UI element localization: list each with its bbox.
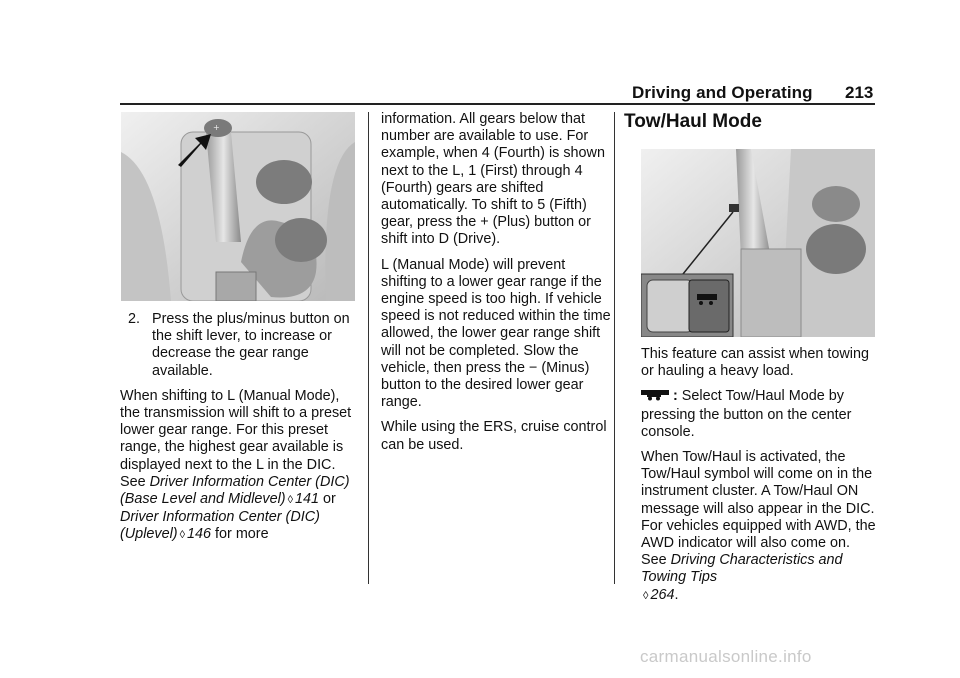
column-divider-1 (368, 112, 369, 584)
dic-uplevel-page-link[interactable]: 146 (187, 526, 212, 543)
towing-tips-page-link[interactable]: 264 (650, 586, 675, 603)
paragraph-text: When Tow/Haul is activated, the Tow/Haul symbol will come on in the instrument cluster. A Tow/Haul ON message will also appear in the DIC. For vehicles equipped with AWD, the AWD indicator will also come on. See (641, 449, 876, 569)
paragraph-text: or (319, 491, 336, 508)
ers-paragraph: While using the ERS, cruise control can be used. (381, 419, 607, 453)
dic-base-page-link[interactable]: 141 (295, 491, 320, 508)
watermark: carmanualsonline.info (640, 647, 812, 666)
column-divider-2 (614, 112, 615, 584)
gears-paragraph: information. All gears below that number are available to use. For example, when 4 (Fourth) is shown next to the L, 1 (First) through 4 (Fourth) gears are shifted automatically. To shift to 5 (Fifth) gear, press the + (Plus) button or shift into D (Drive). (381, 111, 605, 248)
tow-haul-select-text: Select Tow/Haul Mode by pressing the button on the center console. (641, 388, 852, 440)
reference-arrow-icon: ◊ (179, 529, 186, 542)
right-column (641, 346, 877, 613)
reference-arrow-icon: ◊ (643, 589, 649, 602)
left-column (120, 311, 360, 553)
paragraph-text: for more (211, 526, 269, 543)
shift-lever-photo (121, 112, 355, 301)
tow-haul-heading: Tow/Haul Mode (624, 111, 762, 132)
paragraph-text: . (674, 586, 679, 603)
tow-haul-console-photo (641, 149, 875, 337)
step-2 (120, 311, 360, 380)
dic-uplevel-link[interactable]: Driver Information Center (DIC) (Uplevel) (120, 509, 320, 543)
step-text: Press the plus/minus button on the shift lever, to increase or decrease the gear range available. (152, 311, 350, 379)
manual-mode-paragraph (120, 388, 360, 545)
reference-arrow-icon: ◊ (287, 494, 294, 507)
svg-text:+: + (213, 123, 220, 132)
page-number: 213 (845, 83, 874, 102)
tow-haul-select-paragraph (641, 388, 877, 441)
step-number: 2. (128, 311, 141, 327)
tow-haul-icon (641, 389, 669, 406)
towing-tips-link[interactable]: Driving Characteristics and Towing Tips (641, 552, 843, 586)
paragraph-text: When shifting to L (Manual Mode), the transmission will shift to a preset lower gear range. For this preset range, the highest gear available is displayed next to the L in the DIC. See (120, 387, 352, 490)
dic-base-link[interactable]: Driver Information Center (DIC) (Base Level and Midlevel) (120, 473, 350, 508)
tow-haul-intro: This feature can assist when towing or hauling a heavy load. (641, 346, 869, 380)
manual-mode-prevent-paragraph: L (Manual Mode) will prevent shifting to a lower gear range if the engine speed is too high. If vehicle speed is not reduced within the time allowed, the lower gear range shift will not be completed. Slow the vehicle, then press the − (Minus) button to the desired lower gear range. (381, 256, 611, 411)
header-rule (120, 103, 875, 105)
tow-haul-activated-paragraph (641, 449, 877, 605)
tow-haul-label: : (673, 388, 678, 405)
section-title: Driving and Operating (632, 83, 813, 102)
middle-column (381, 111, 613, 462)
